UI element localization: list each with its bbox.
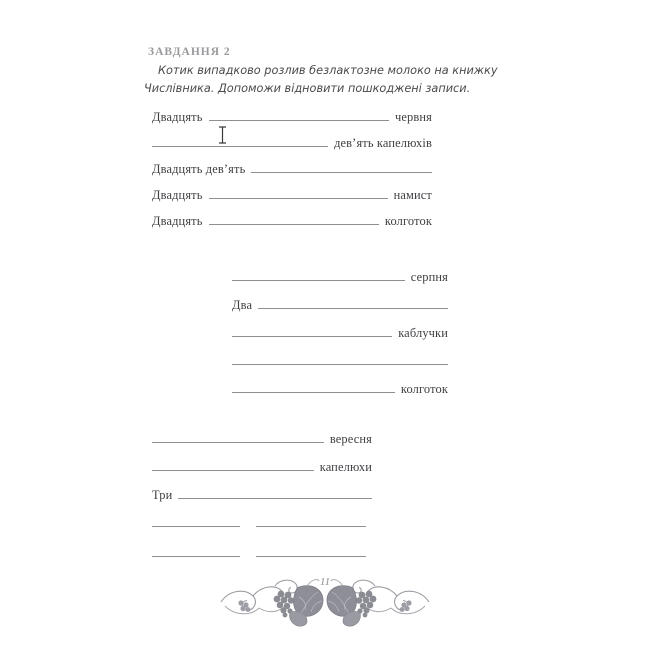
answer-blank-line[interactable]: [209, 110, 389, 121]
exercise-row: [232, 354, 448, 382]
exercise-prefix-word: Три: [152, 488, 173, 502]
exercise-suffix-word: червня: [394, 110, 432, 124]
answer-blank-line[interactable]: [232, 326, 392, 337]
exercise-row: [152, 162, 432, 188]
task-heading: ЗАВДАННЯ 2: [148, 46, 231, 58]
exercise-row: [232, 298, 448, 326]
answer-blank-line[interactable]: [178, 488, 372, 499]
exercise-group-1: [152, 110, 432, 240]
exercise-row: [152, 136, 432, 162]
exercise-prefix-word: Два: [232, 298, 253, 312]
answer-blank-line[interactable]: [152, 136, 328, 147]
page-number: 11: [319, 576, 331, 588]
exercise-row: [232, 382, 448, 410]
exercise-row: [152, 432, 372, 460]
exercise-prefix-word: Двадцять дев’ять: [152, 162, 246, 176]
exercise-row-double: [152, 516, 372, 546]
exercise-row: [152, 110, 432, 136]
exercise-row: [232, 270, 448, 298]
exercise-row: [152, 488, 372, 516]
exercise-row: [232, 326, 448, 354]
exercise-prefix-word: Двадцять: [152, 188, 203, 202]
exercise-suffix-word: капелюхи: [319, 460, 372, 474]
exercise-suffix-word: дев’ять капелюхів: [334, 136, 432, 150]
exercise-suffix-word: серпня: [410, 270, 448, 284]
exercise-row: [152, 460, 372, 488]
answer-blank-line[interactable]: [258, 298, 448, 309]
answer-blank-line[interactable]: [256, 516, 366, 527]
exercise-suffix-word: колготок: [400, 382, 448, 396]
exercise-suffix-word: намист: [393, 188, 432, 202]
exercise-group-3: [152, 432, 372, 576]
answer-blank-line[interactable]: [251, 162, 432, 173]
answer-blank-line[interactable]: [209, 188, 388, 199]
exercise-suffix-word: каблучки: [398, 326, 448, 340]
answer-blank-line[interactable]: [152, 432, 324, 443]
exercise-suffix-word: колготок: [384, 214, 432, 228]
exercise-row: [152, 188, 432, 214]
grapevine-ornament: [219, 572, 431, 628]
answer-blank-line[interactable]: [232, 382, 395, 393]
exercise-prefix-word: Двадцять: [152, 110, 203, 124]
exercise-suffix-word: вересня: [329, 432, 372, 446]
answer-blank-line[interactable]: [152, 546, 240, 557]
instructions-text: Котик випадково розлив безлактозне молоко на книжку Числівника. Допоможи відновити пошкоджені записи.: [144, 64, 498, 95]
answer-blank-line[interactable]: [232, 354, 448, 365]
text-cursor: [218, 126, 227, 144]
answer-blank-line[interactable]: [209, 214, 379, 225]
answer-blank-line[interactable]: [152, 460, 314, 471]
answer-blank-line[interactable]: [232, 270, 405, 281]
exercise-row: [152, 214, 432, 240]
exercise-group-2: [232, 270, 448, 410]
answer-blank-line[interactable]: [152, 516, 240, 527]
answer-blank-line[interactable]: [256, 546, 366, 557]
exercise-prefix-word: Двадцять: [152, 214, 203, 228]
